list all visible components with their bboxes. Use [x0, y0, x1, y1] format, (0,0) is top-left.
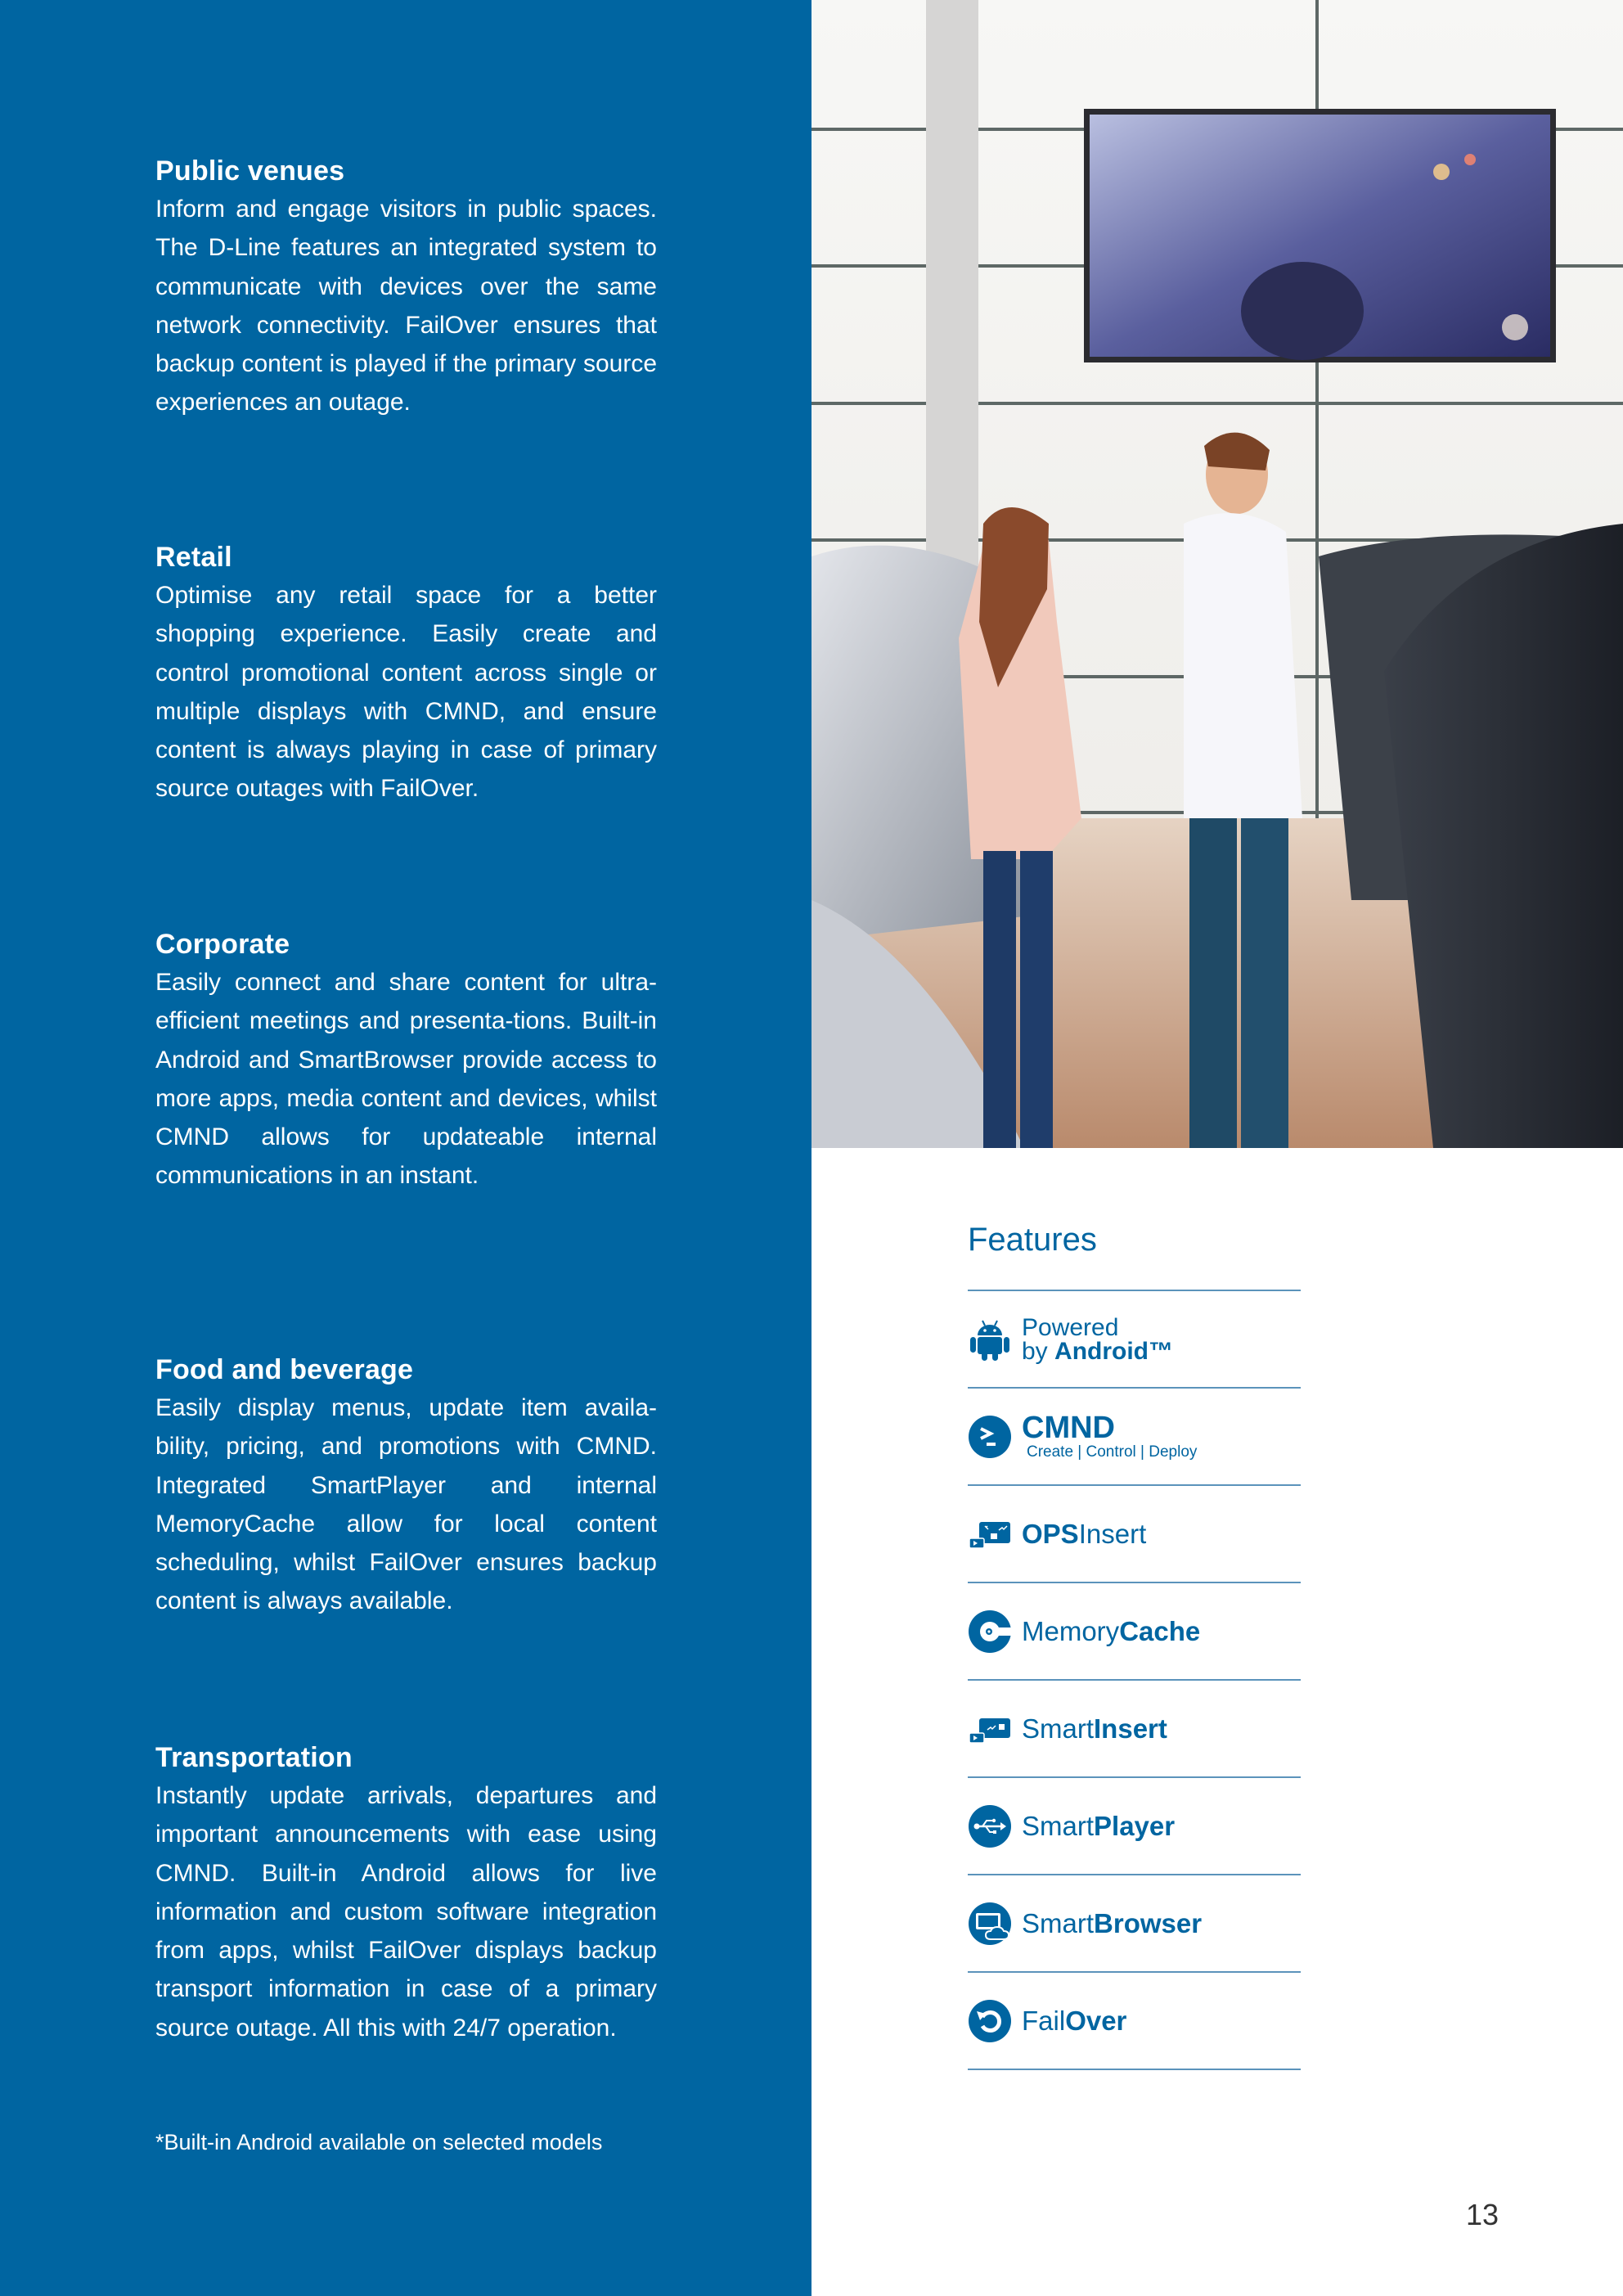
- section-heading: Retail: [155, 542, 232, 573]
- feature-label-light: Smart: [1022, 1907, 1095, 1938]
- feature-label-bold: Player: [1094, 1810, 1176, 1841]
- section-body: Instantly update arrivals, departures and important announcements with ease using CMND. Built-in Android allows for live information and custom software integration from apps, whilst FailOver displays backup transport information in case of a primary source outage. All this with 24/7 operation.: [155, 1782, 657, 2042]
- divider: [968, 2069, 1301, 2070]
- feature-label: [1022, 1313, 1174, 1365]
- showroom-photo: [812, 0, 1623, 1148]
- footnote: *Built-in Android available on selected models: [155, 2130, 603, 2154]
- feature-label-bold: Cache: [1119, 1615, 1201, 1646]
- feature-label-bold: CMND: [1022, 1410, 1115, 1445]
- feature-label-light: Smart: [1022, 1713, 1095, 1744]
- feature-label-light: Smart: [1022, 1810, 1095, 1841]
- feature-label: [1022, 2007, 1126, 2035]
- android-icon: [968, 1317, 1012, 1362]
- feature-label: [1022, 1907, 1203, 1938]
- section-body: Easily connect and share content for ultra-efficient meetings and presenta-tions. Built-in Android and SmartBrowser provide access to more apps, media content and devices, whilst CMND allows for updateable internal communications in an instant.: [155, 969, 657, 1190]
- page-number: 13: [1466, 2198, 1499, 2231]
- feature-label: [1022, 1812, 1175, 1840]
- section-transportation: [155, 1739, 657, 2047]
- browser-cloud-icon: [968, 1902, 1012, 1946]
- feature-label: [1022, 1615, 1201, 1646]
- section-retail: [155, 538, 657, 808]
- feature-cmnd: [968, 1389, 1301, 1484]
- section-food-and-beverage: [155, 1351, 657, 1621]
- smart-insert-icon: [968, 1707, 1012, 1751]
- feature-android: [968, 1291, 1301, 1387]
- section-corporate: [155, 925, 657, 1195]
- feature-subtitle: Create | Control | Deploy: [1027, 1443, 1198, 1461]
- feature-label: [1022, 1715, 1167, 1743]
- failover-icon: [968, 1999, 1012, 2043]
- section-heading: Transportation: [155, 1742, 353, 1773]
- feature-label-prefix: by: [1022, 1337, 1055, 1365]
- section-body: Easily display menus, update item availa-bility, pricing, and promotions with CMND. Integrated SmartPlayer and internal MemoryCache allow for local content scheduling, whilst FailOver ensures backup content is always available.: [155, 1394, 657, 1615]
- feature-opsinsert: [968, 1486, 1301, 1582]
- section-public-venues: [155, 152, 657, 422]
- feature-label-bold: Browser: [1094, 1907, 1203, 1938]
- section-heading: Public venues: [155, 155, 345, 187]
- cmnd-terminal-icon: [968, 1415, 1012, 1459]
- feature-label-bold: Over: [1065, 2005, 1127, 2036]
- feature-label-bold: OPS: [1022, 1518, 1079, 1549]
- feature-smartinsert: [968, 1681, 1301, 1776]
- section-heading: Corporate: [155, 929, 290, 960]
- feature-label-light: Fail: [1022, 2005, 1066, 2036]
- features-title: Features: [968, 1222, 1097, 1258]
- feature-label: [1022, 1520, 1146, 1548]
- feature-label-line1: Powered: [1022, 1313, 1119, 1341]
- feature-label-bold: Android™: [1054, 1337, 1174, 1365]
- feature-label-bold: Insert: [1094, 1713, 1167, 1744]
- feature-smartplayer: [968, 1778, 1301, 1874]
- ops-insert-icon: [968, 1512, 1012, 1556]
- usb-icon: [968, 1804, 1012, 1848]
- feature-label-light: Insert: [1078, 1518, 1147, 1549]
- feature-label: [1022, 1412, 1197, 1461]
- section-body: Optimise any retail space for a better shopping experience. Easily create and control promotional content across single or multiple displays with CMND, and ensure content is always playing in case of primary source outages with FailOver.: [155, 582, 657, 803]
- feature-memorycache: [968, 1583, 1301, 1679]
- feature-list: [968, 1290, 1301, 2070]
- showroom-photo-illustration: [812, 0, 1623, 1148]
- section-heading: Food and beverage: [155, 1354, 414, 1385]
- feature-smartbrowser: [968, 1875, 1301, 1971]
- memory-cache-icon: [968, 1609, 1012, 1654]
- feature-label-light: Memory: [1022, 1615, 1120, 1646]
- feature-failover: [968, 1973, 1301, 2069]
- section-body: Inform and engage visitors in public spaces. The D-Line features an integrated system to communicate with devices over the same network connectivity. FailOver ensures that backup content is played if the primary source experiences an outage.: [155, 196, 657, 416]
